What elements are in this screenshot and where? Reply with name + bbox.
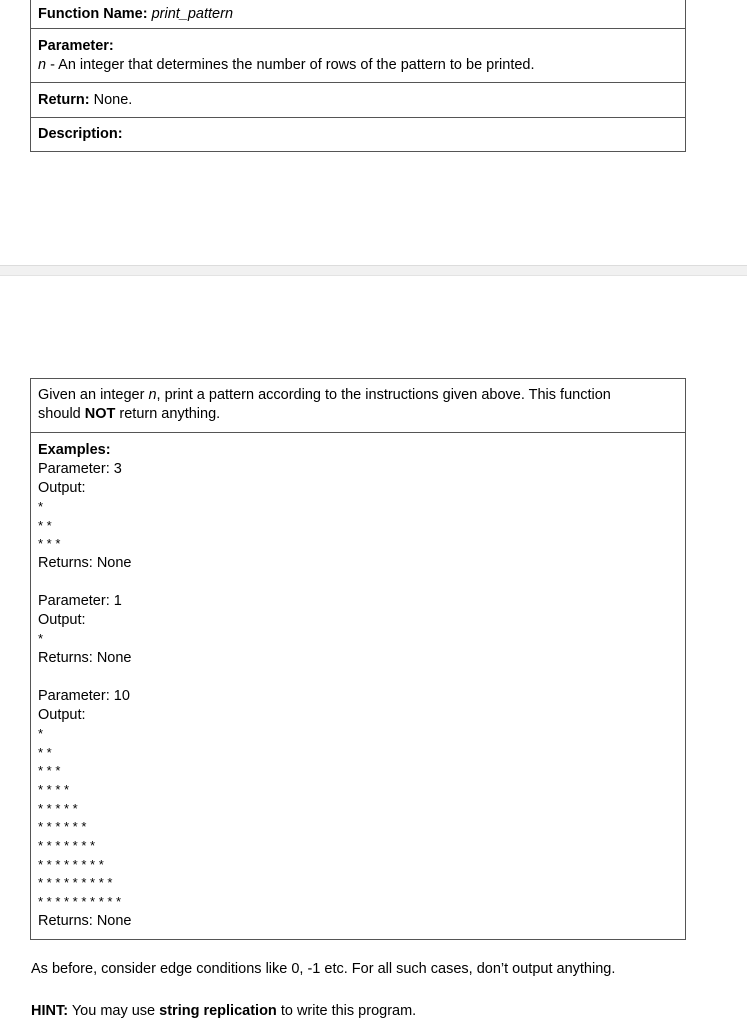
parameter-desc: - An integer that determines the number of rows of the pattern to be printed.: [46, 57, 535, 73]
desc-part4: return anything.: [115, 406, 221, 422]
spacer: [38, 573, 678, 592]
hint-pre: You may use: [68, 1003, 160, 1019]
description-label: Description:: [38, 126, 123, 142]
parameter-label: Parameter:: [38, 38, 114, 54]
pattern-row: * * * * * * * * *: [38, 875, 113, 891]
example-output-label: Output:: [38, 480, 86, 496]
example-output-label: Output:: [38, 612, 86, 629]
example-output-label: Output:: [38, 706, 86, 723]
return-cell: [31, 83, 686, 118]
desc-emph: NOT: [84, 406, 116, 422]
pattern-row: *: [38, 725, 44, 741]
pattern-row: * * *: [38, 763, 61, 779]
desc-part2: , print a pattern according to the instructions given above. This function: [156, 387, 611, 403]
examples-cell: [31, 433, 686, 940]
function-name-value: print_pattern: [151, 6, 234, 22]
pattern-row: * * * * * * * *: [38, 856, 104, 872]
hint-post: to write this program.: [276, 1003, 417, 1019]
spacer: [38, 668, 678, 687]
pattern-row: * * * * * *: [38, 819, 87, 835]
hint-label: HINT:: [31, 1003, 69, 1019]
examples-heading: Examples:: [38, 442, 111, 458]
example-returns: Returns: None: [38, 649, 132, 666]
function-name-label: Function Name:: [38, 6, 148, 22]
example-parameter: Parameter: 10: [38, 687, 130, 704]
pattern-row: * * * *: [38, 781, 70, 797]
pattern-row: * *: [38, 517, 52, 533]
example-returns: Returns: None: [38, 912, 132, 929]
parameter-cell: [31, 29, 686, 83]
pattern-row: * * * * * * * * * *: [38, 894, 122, 910]
pattern-row: * * * * * * *: [38, 838, 96, 854]
return-label: Return:: [38, 92, 90, 108]
pattern-row: * * * * *: [38, 800, 78, 816]
example-parameter: Parameter: 3: [38, 461, 122, 477]
example-returns: Returns: None: [38, 555, 132, 572]
function-name-cell: [31, 0, 686, 29]
hint-bold: string replication: [159, 1003, 277, 1019]
desc-part1: Given an integer: [38, 387, 149, 403]
hint-note: [31, 1002, 731, 1021]
parameter-var: n: [38, 57, 47, 73]
pattern-row: *: [38, 499, 44, 514]
description-table: [30, 378, 686, 940]
description-text-cell: [31, 379, 686, 433]
pattern-row: *: [38, 631, 44, 647]
desc-var: n: [148, 387, 157, 403]
edge-conditions-note: As before, consider edge conditions like 0, -1 etc. For all such cases, don’t output anything.: [31, 961, 616, 977]
description-cell: [31, 118, 686, 152]
page-break: [0, 265, 747, 276]
function-spec-table: [30, 0, 686, 152]
pattern-row: * *: [38, 744, 52, 760]
desc-part3: should: [38, 406, 85, 422]
pattern-row: * * *: [38, 536, 61, 552]
example-parameter: Parameter: 1: [38, 593, 122, 610]
return-value: None.: [89, 92, 133, 108]
